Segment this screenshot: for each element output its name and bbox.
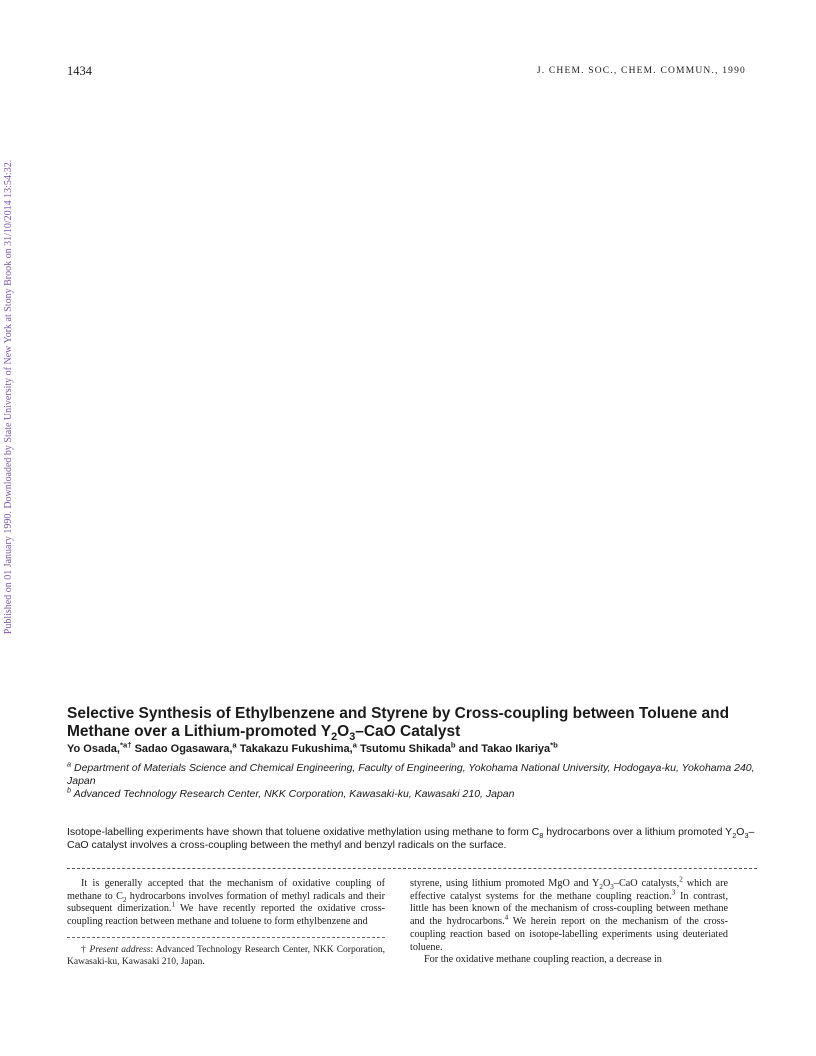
body-paragraph	[67, 878, 385, 929]
title-subscript-1: 2	[331, 731, 338, 744]
author-mark: *a†	[119, 740, 132, 750]
author-name: Sadao Ogasawara,	[131, 743, 233, 755]
article-title	[67, 705, 757, 744]
author-name: Takakazu Fukushima,	[236, 743, 353, 755]
footnote-text: : Advanced Technology Research Center, NKK Corporation, Kawasaki-ku, Kawasaki 210, Japan.	[67, 944, 386, 967]
abstract-text: –CaO catalyst involves a cross-coupling between the methyl and benzyl radicals on the surface.	[67, 826, 755, 851]
title-text-post: –CaO Catalyst	[355, 723, 461, 740]
body-text: It is generally accepted that the mechanism of oxidative coupling of methane to C	[67, 878, 385, 902]
body-text: In contrast, little has been known of the mechanism of cross-coupling between methane and the hydrocarbons.	[410, 890, 728, 928]
title-text-mid: O	[337, 723, 350, 740]
page-number: 1434	[67, 64, 92, 78]
footnote-label: Present address	[89, 944, 151, 955]
body-column-right	[410, 875, 728, 967]
author-name: Tsutomu Shikada	[356, 743, 451, 755]
author-mark: a	[232, 740, 237, 750]
affiliations	[67, 759, 757, 801]
footnote	[67, 944, 385, 968]
side-banner	[0, 135, 26, 665]
body-paragraph	[410, 875, 728, 954]
reference-mark: 3	[671, 888, 676, 897]
author-mark: b	[450, 740, 456, 750]
affiliation-a	[67, 759, 757, 788]
body-text: hydrocarbons involves formation of methyl radicals and their subsequent dimerization.	[67, 890, 385, 915]
author-list	[67, 740, 757, 755]
abstract-subscript: 3	[744, 831, 749, 841]
footnote-divider	[67, 937, 385, 938]
body-paragraph	[410, 954, 728, 967]
body-subscript: 3	[610, 883, 614, 892]
affiliation-mark: a	[67, 759, 72, 769]
abstract-subscript: 8	[539, 831, 544, 841]
body-subscript: 2	[122, 895, 127, 904]
side-banner-text[interactable]: Published on 01 January 1990. Downloaded by State University of New York at Stony Brook on 31/10/2014 13:54:32.	[3, 159, 14, 635]
title-subscript-2: 3	[349, 731, 356, 744]
body-subscript: 2	[599, 883, 603, 892]
abstract-text: O	[736, 826, 745, 838]
abstract-text: Isotope-labelling experiments have shown that toluene oxidative methylation using methane to form C	[67, 826, 540, 838]
affiliation-text: Advanced Technology Research Center, NKK Corporation, Kawasaki-ku, Kawasaki 210, Japan	[71, 788, 515, 800]
reference-mark: 4	[504, 913, 509, 922]
author-mark: a	[352, 740, 357, 750]
body-text: –CaO catalysts,	[613, 878, 680, 889]
body-text: We have recently reported the oxidative cross-coupling reaction between methane and toluene to form ethylbenzene and	[67, 903, 385, 928]
body-text: For the oxidative methane coupling reaction, a decrease in	[424, 954, 662, 966]
abstract-divider	[67, 868, 757, 869]
body-text: O	[602, 878, 611, 889]
reference-mark: 2	[679, 875, 683, 884]
body-column-left	[67, 878, 385, 968]
journal-header: J. CHEM. SOC., CHEM. COMMUN., 1990	[536, 66, 746, 76]
footnote-mark: †	[81, 944, 90, 955]
abstract	[67, 826, 757, 852]
author-name: and Takao Ikariya	[455, 743, 551, 755]
affiliation-b	[67, 785, 757, 801]
body-text: which are effective catalyst systems for the methane coupling reaction.	[410, 878, 728, 902]
body-text: We herein report on the mechanism of the cross-coupling reaction based on isotope-labelling experiments using deuteriated toluene.	[410, 916, 728, 953]
reference-mark: 1	[171, 901, 176, 910]
author-name: Yo Osada,	[67, 743, 120, 755]
author-mark: *b	[550, 740, 558, 750]
affiliation-text: Department of Materials Science and Chemical Engineering, Faculty of Engineering, Yokohama National University, Hodogaya-ku, Yokohama 240, Japan	[67, 762, 755, 787]
abstract-subscript: 2	[732, 831, 737, 841]
affiliation-mark: b	[67, 785, 72, 795]
title-text-pre: Selective Synthesis of Ethylbenzene and Styrene by Cross-coupling between Toluene and Methane over a Lithium-promoted Y	[67, 705, 730, 740]
body-text: styrene, using lithium promoted MgO and Y	[410, 878, 600, 889]
abstract-text: hydrocarbons over a lithium promoted Y	[543, 826, 733, 838]
